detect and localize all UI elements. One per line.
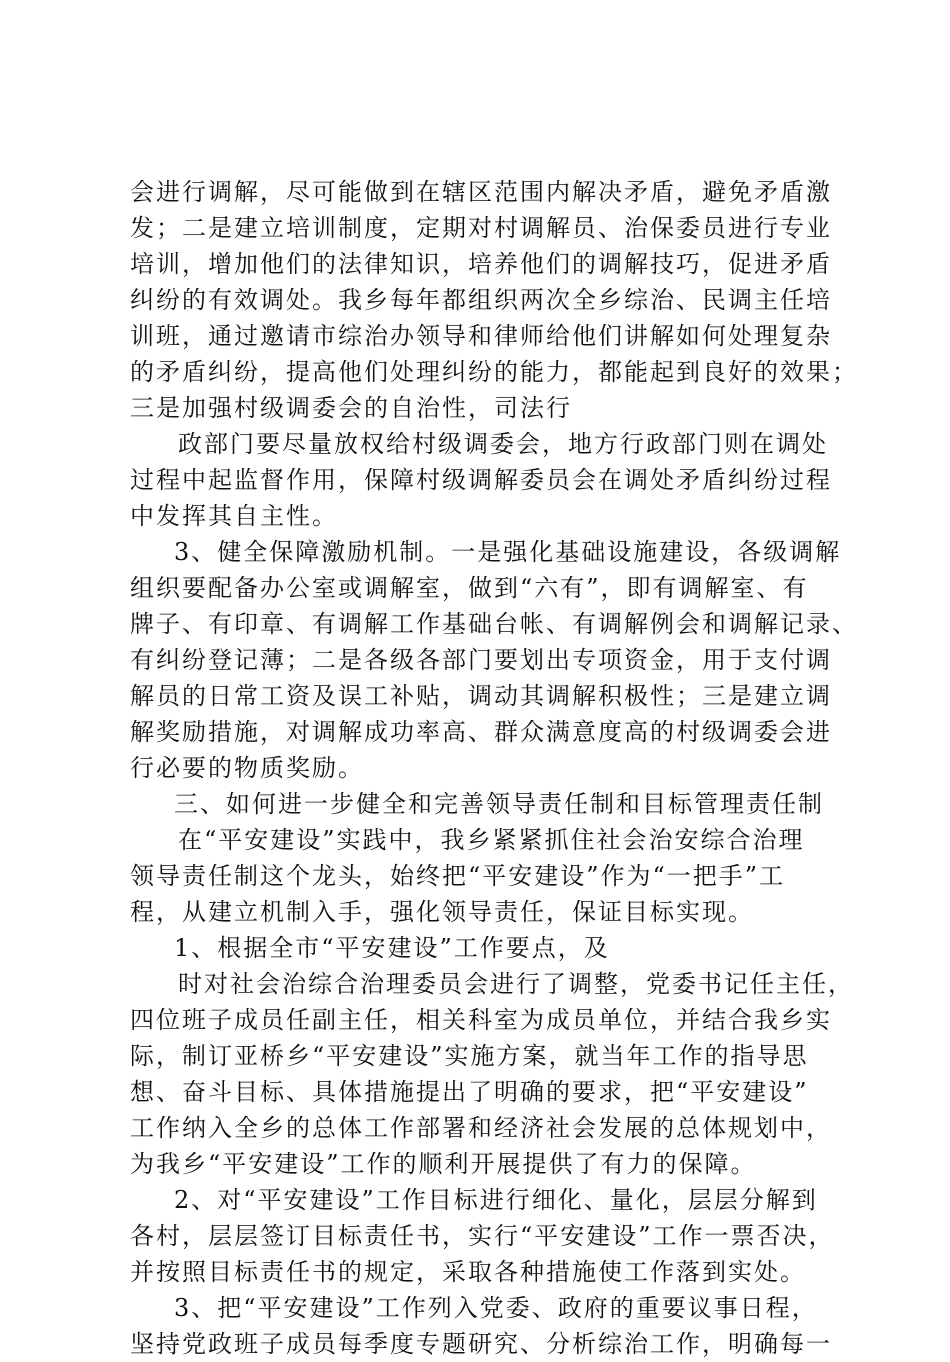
text-line: 政部门要尽量放权给村级调委会，地方行政部门则在调处 bbox=[178, 430, 828, 458]
text-line: 会进行调解，尽可能做到在辖区范围内解决矛盾，避免矛盾激 bbox=[130, 178, 832, 206]
text-line: 并按照目标责任书的规定，采取各种措施使工作落到实处。 bbox=[130, 1258, 806, 1286]
document-body bbox=[130, 174, 858, 1362]
text-line: 解员的日常工资及误工补贴，调动其调解积极性；三是建立调 bbox=[130, 682, 832, 710]
text-line: 3、健全保障激励机制。一是强化基础设施建设，各级调解 bbox=[174, 538, 842, 566]
text-line: 程，从建立机制入手，强化领导责任，保证目标实现。 bbox=[130, 898, 754, 926]
text-line: 在“平安建设”实践中，我乡紧紧抓住社会治安综合治理 bbox=[178, 826, 805, 854]
text-line: 行必要的物质奖励。 bbox=[130, 754, 364, 782]
text-line: 为我乡“平安建设”工作的顺利开展提供了有力的保障。 bbox=[130, 1150, 757, 1178]
text-line: 纠纷的有效调处。我乡每年都组织两次全乡综治、民调主任培 bbox=[130, 286, 832, 314]
text-line: 四位班子成员任副主任，相关科室为成员单位，并结合我乡实 bbox=[130, 1006, 832, 1034]
text-line: 训班，通过邀请市综治办领导和律师给他们讲解如何处理复杂 bbox=[130, 322, 832, 350]
text-line: 各村，层层签订目标责任书，实行“平安建设”工作一票否决， bbox=[130, 1222, 835, 1250]
text-line: 2、对“平安建设”工作目标进行细化、量化，层层分解到 bbox=[174, 1186, 818, 1214]
text-line: 中发挥其自主性。 bbox=[130, 502, 338, 530]
text-line: 发；二是建立培训制度，定期对村调解员、治保委员进行专业 bbox=[130, 214, 832, 242]
text-line: 3、把“平安建设”工作列入党委、政府的重要议事日程， bbox=[174, 1294, 818, 1322]
text-line: 工作纳入全乡的总体工作部署和经济社会发展的总体规划中， bbox=[130, 1114, 832, 1142]
text-line: 有纠纷登记薄；二是各级各部门要划出专项资金，用于支付调 bbox=[130, 646, 832, 674]
text-line: 时对社会治综合治理委员会进行了调整，党委书记任主任， bbox=[178, 970, 854, 998]
text-line: 领导责任制这个龙头，始终把“平安建设”作为“一把手”工 bbox=[130, 862, 786, 890]
text-line: 1、根据全市“平安建设”工作要点，及 bbox=[174, 934, 610, 962]
text-line: 际，制订亚桥乡“平安建设”实施方案，就当年工作的指导思 bbox=[130, 1042, 809, 1070]
text-line: 三是加强村级调委会的自治性，司法行 bbox=[130, 394, 572, 422]
text-line: 牌子、有印章、有调解工作基础台帐、有调解例会和调解记录、 bbox=[130, 610, 858, 638]
text-line: 坚持党政班子成员每季度专题研究、分析综治工作，明确每一 bbox=[130, 1330, 832, 1358]
section-heading: 三、如何进一步健全和完善领导责任制和目标管理责任制 bbox=[174, 790, 824, 818]
text-line: 解奖励措施，对调解成功率高、群众满意度高的村级调委会进 bbox=[130, 718, 832, 746]
text-line: 想、奋斗目标、具体措施提出了明确的要求，把“平安建设” bbox=[130, 1078, 809, 1106]
text-line: 培训，增加他们的法律知识，培养他们的调解技巧，促进矛盾 bbox=[130, 250, 832, 278]
text-line: 组织要配备办公室或调解室，做到“六有”，即有调解室、有 bbox=[130, 574, 809, 602]
text-line: 的矛盾纠纷，提高他们处理纠纷的能力，都能起到良好的效果； bbox=[130, 358, 858, 386]
text-line: 过程中起监督作用，保障村级调解委员会在调处矛盾纠纷过程 bbox=[130, 466, 832, 494]
